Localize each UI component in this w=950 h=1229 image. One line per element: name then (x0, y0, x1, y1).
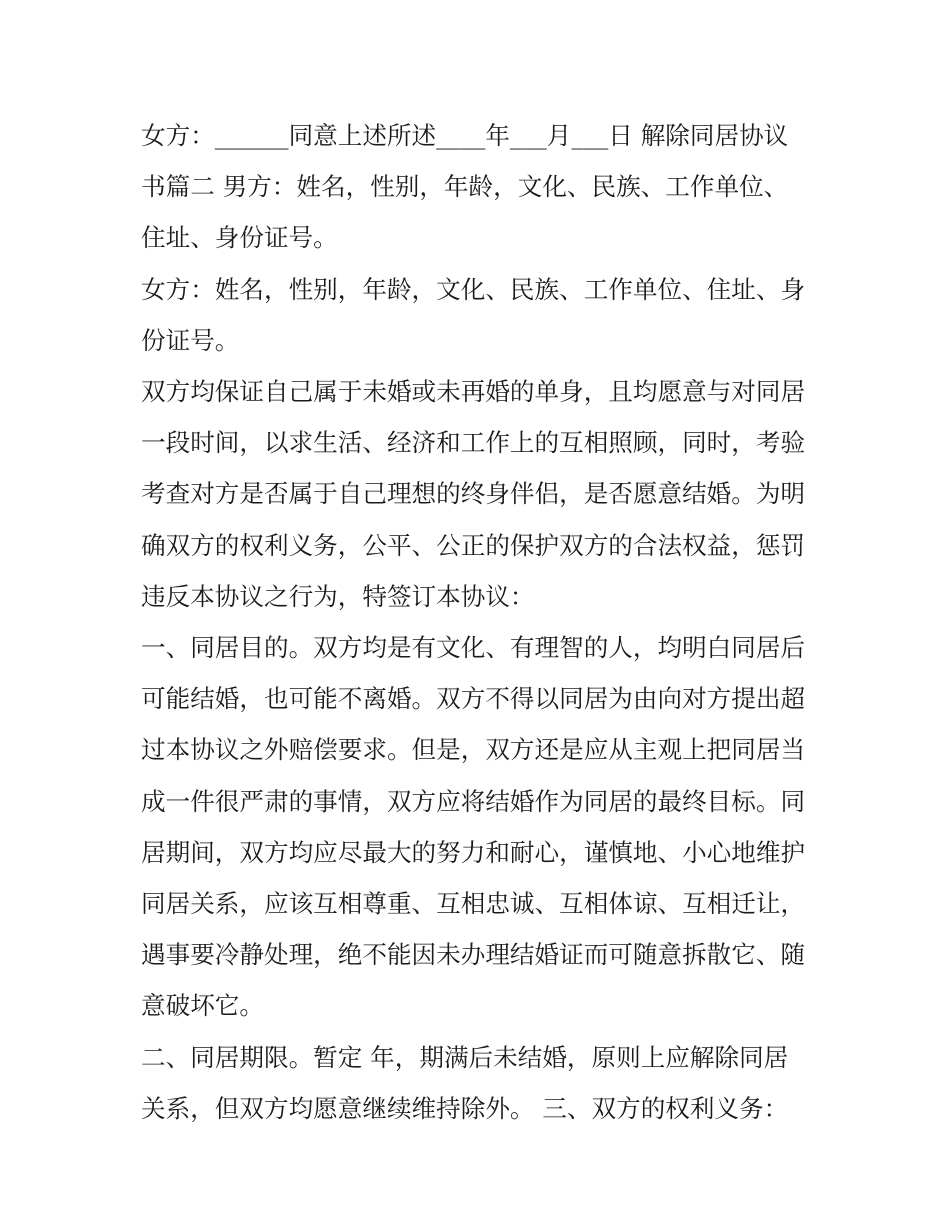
paragraph-clause-two (141, 1032, 815, 1134)
text-line: 一、同居目的。双方均是有文化、有理智的人，均明白同居后 (141, 633, 806, 663)
text-line: 遇事要冷静处理，绝不能因未办理结婚证而可随意拆散它、随 (141, 940, 806, 970)
paragraph-female-party (141, 264, 815, 366)
text-line: 可能结婚，也可能不离婚。双方不得以同居为由向对方提出超 (141, 684, 806, 714)
text-line: 确双方的权利义务，公平、公正的保护双方的合法权益，惩罚 (141, 530, 806, 560)
text-line: 过本协议之外赔偿要求。但是，双方还是应从主观上把同居当 (141, 735, 806, 765)
document-body (141, 110, 815, 1134)
text-line: 书篇二 男方：姓名，性别，年龄，文化、民族、工作单位、 (141, 172, 789, 202)
text-line: 女方：姓名，性别，年龄，文化、民族、工作单位、住址、身 (141, 274, 806, 304)
text-line: 份证号。 (141, 325, 240, 355)
paragraph-preamble (141, 366, 815, 622)
text-line: 成一件很严肃的事情，双方应将结婚作为同居的最终目标。同 (141, 786, 806, 816)
text-line: 同居关系，应该互相尊重、互相忠诚、互相体谅、互相迁让， (141, 889, 806, 919)
text-line: 关系，但双方均愿意继续维持除外。 三、双方的权利义务： (141, 1093, 789, 1123)
text-line: 双方均保证自己属于未婚或未再婚的单身，且均愿意与对同居 (141, 377, 806, 407)
text-line: 居期间，双方均应尽最大的努力和耐心，谨慎地、小心地维护 (141, 837, 806, 867)
text-line: 考查对方是否属于自己理想的终身伴侣，是否愿意结婚。为明 (141, 479, 806, 509)
text-line: 女方：______同意上述所述____年___月___日 解除同居协议 (141, 121, 789, 150)
paragraph-clause-one (141, 622, 815, 1032)
text-line: 一段时间，以求生活、经济和工作上的互相照顾，同时，考验 (141, 428, 806, 458)
text-line: 意破坏它。 (141, 991, 264, 1021)
paragraph-signature-and-parties (141, 110, 815, 264)
text-line: 二、同居期限。暂定 年，期满后未结婚，原则上应解除同居 (141, 1042, 789, 1072)
text-line: 违反本协议之行为，特签订本协议： (141, 581, 535, 611)
text-line: 住址、身份证号。 (141, 223, 338, 253)
